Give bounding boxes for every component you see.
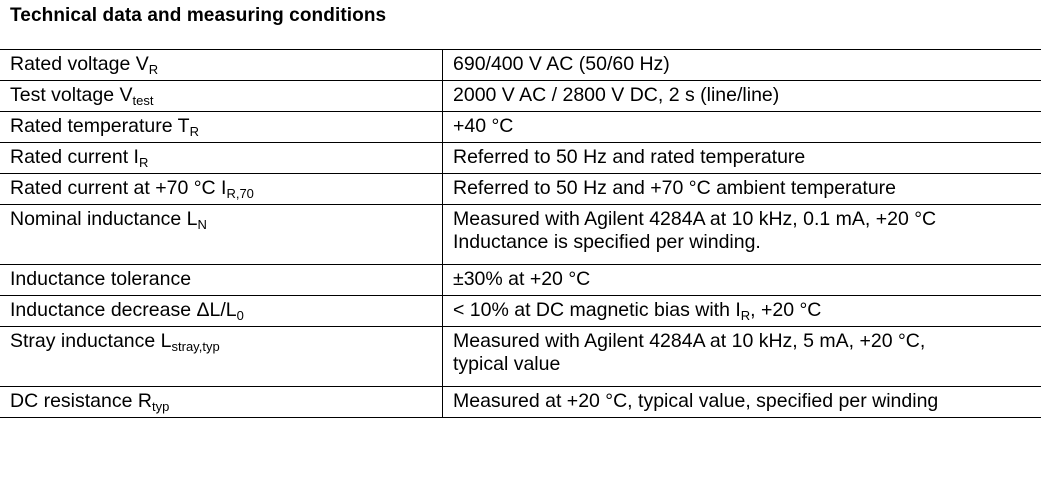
technical-data-table bbox=[0, 49, 1041, 418]
condition-cell: 2000 V AC / 2800 V DC, 2 s (line/line) bbox=[443, 81, 1041, 112]
condition-cell: Measured with Agilent 4284A at 10 kHz, 0.1 mA, +20 °C Inductance is specified per winding. bbox=[443, 205, 1041, 265]
condition-cell: 690/400 V AC (50/60 Hz) bbox=[443, 50, 1041, 81]
parameter-cell: Rated temperature $T_R$ bbox=[0, 112, 443, 143]
parameter-cell: Rated current at +70 °C $I_{R,70}$ bbox=[0, 174, 443, 205]
condition-cell: ±30% at +20 °C bbox=[443, 265, 1041, 296]
parameter-cell: Inductance decrease $\Delta L/L_0$ bbox=[0, 296, 443, 327]
section-title: Technical data and measuring conditions bbox=[10, 5, 387, 26]
condition-cell: Referred to 50 Hz and rated temperature bbox=[443, 143, 1041, 174]
parameter-cell: Nominal inductance $L_N$ bbox=[0, 205, 443, 265]
condition-cell: +40 °C bbox=[443, 112, 1041, 143]
table-row bbox=[0, 143, 1041, 174]
condition-cell: Referred to 50 Hz and +70 °C ambient temperature bbox=[443, 174, 1041, 205]
condition-cell: Measured with Agilent 4284A at 10 kHz, 5 mA, +20 °C, typical value bbox=[443, 327, 1041, 387]
condition-cell: < 10% at DC magnetic bias with $I_R$, +20 °C bbox=[443, 296, 1041, 327]
parameter-cell: Rated voltage $V_R$ bbox=[0, 50, 443, 81]
parameter-cell: Inductance tolerance bbox=[0, 265, 443, 296]
table-row bbox=[0, 50, 1041, 81]
parameter-cell: Stray inductance $L_{stray,typ}$ bbox=[0, 327, 443, 387]
table-row bbox=[0, 296, 1041, 327]
table-row bbox=[0, 327, 1041, 387]
parameter-cell: DC resistance $R_{typ}$ bbox=[0, 387, 443, 418]
table-row bbox=[0, 81, 1041, 112]
table-row bbox=[0, 174, 1041, 205]
table-row bbox=[0, 112, 1041, 143]
table-row bbox=[0, 265, 1041, 296]
condition-cell: Measured at +20 °C, typical value, specified per winding bbox=[443, 387, 1041, 418]
table-row bbox=[0, 205, 1041, 265]
parameter-cell: Test voltage $V_{test}$ bbox=[0, 81, 443, 112]
parameter-cell: Rated current $I_R$ bbox=[0, 143, 443, 174]
table-row bbox=[0, 387, 1041, 418]
